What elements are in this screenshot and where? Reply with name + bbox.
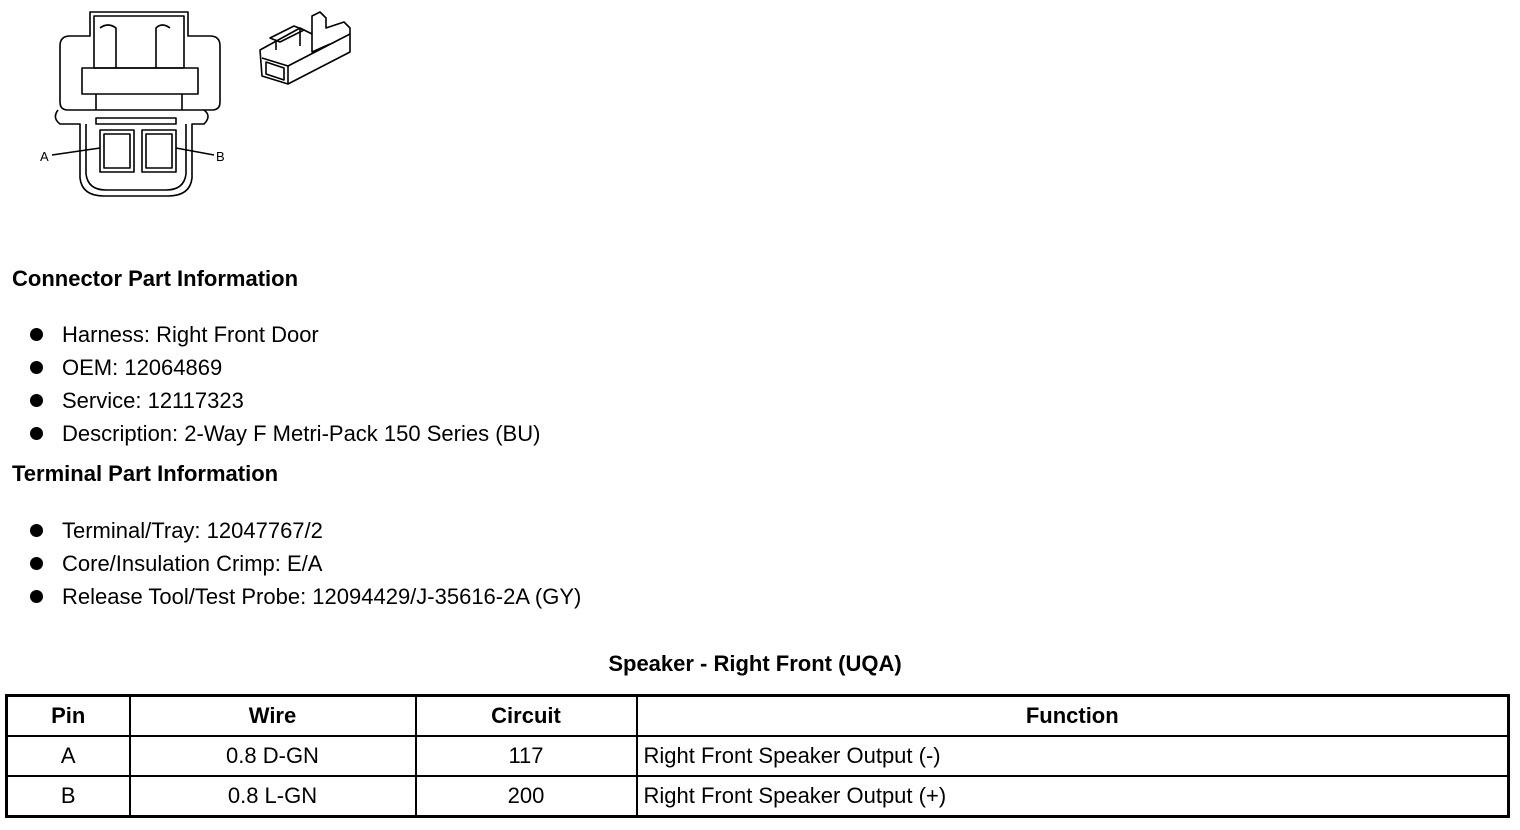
- connector-part-info-title: Connector Part Information: [12, 266, 299, 291]
- bullet-icon: [30, 590, 43, 603]
- list-item: [26, 351, 540, 384]
- header-pin: Pin: [7, 696, 130, 737]
- bullet-icon: [30, 557, 43, 570]
- cell-pin: A: [7, 736, 130, 776]
- pin-a-label: A: [40, 149, 49, 164]
- header-function: Function: [637, 696, 1509, 737]
- cell-function: Right Front Speaker Output (-): [637, 736, 1509, 776]
- list-item-text: Description: 2-Way F Metri-Pack 150 Series (BU): [62, 421, 541, 446]
- connector-part-info-list: [26, 318, 540, 450]
- cell-circuit: 117: [416, 736, 637, 776]
- terminal-part-info-list: [26, 514, 581, 613]
- list-item: [26, 514, 581, 547]
- cell-function: Right Front Speaker Output (+): [637, 776, 1509, 817]
- list-item-text: Terminal/Tray: 12047767/2: [62, 518, 323, 543]
- cell-wire: 0.8 D-GN: [130, 736, 416, 776]
- bullet-icon: [30, 361, 43, 374]
- list-item-text: Core/Insulation Crimp: E/A: [62, 551, 323, 576]
- table-row: [7, 736, 1509, 776]
- bullet-icon: [30, 427, 43, 440]
- connector-front-view: [52, 12, 220, 196]
- list-item: [26, 580, 581, 613]
- bullet-icon: [30, 394, 43, 407]
- list-item-text: OEM: 12064869: [62, 355, 223, 380]
- list-item: [26, 384, 540, 417]
- terminal-part-info-title: Terminal Part Information: [12, 461, 279, 486]
- header-circuit: Circuit: [416, 696, 637, 737]
- list-item: [26, 417, 540, 450]
- table-header-row: [7, 696, 1509, 737]
- cell-circuit: 200: [416, 776, 637, 817]
- cavity-b: [142, 130, 176, 172]
- list-item-text: Service: 12117323: [62, 388, 244, 413]
- connector-isometric-view: [260, 12, 350, 84]
- list-item-text: Harness: Right Front Door: [62, 322, 319, 347]
- list-item-text: Release Tool/Test Probe: 12094429/J-35616-2A (GY): [62, 584, 582, 609]
- cell-pin: B: [7, 776, 130, 817]
- pin-b-label: B: [216, 149, 225, 164]
- table-row: [7, 776, 1509, 817]
- list-item: [26, 318, 540, 351]
- bullet-icon: [30, 524, 43, 537]
- header-wire: Wire: [130, 696, 416, 737]
- bullet-icon: [30, 328, 43, 341]
- list-item: [26, 547, 581, 580]
- cavity-a: [100, 130, 134, 172]
- cell-wire: 0.8 L-GN: [130, 776, 416, 817]
- table-title: Speaker - Right Front (UQA): [608, 651, 902, 676]
- pinout-table: [5, 694, 1510, 818]
- connector-diagram: [0, 0, 380, 210]
